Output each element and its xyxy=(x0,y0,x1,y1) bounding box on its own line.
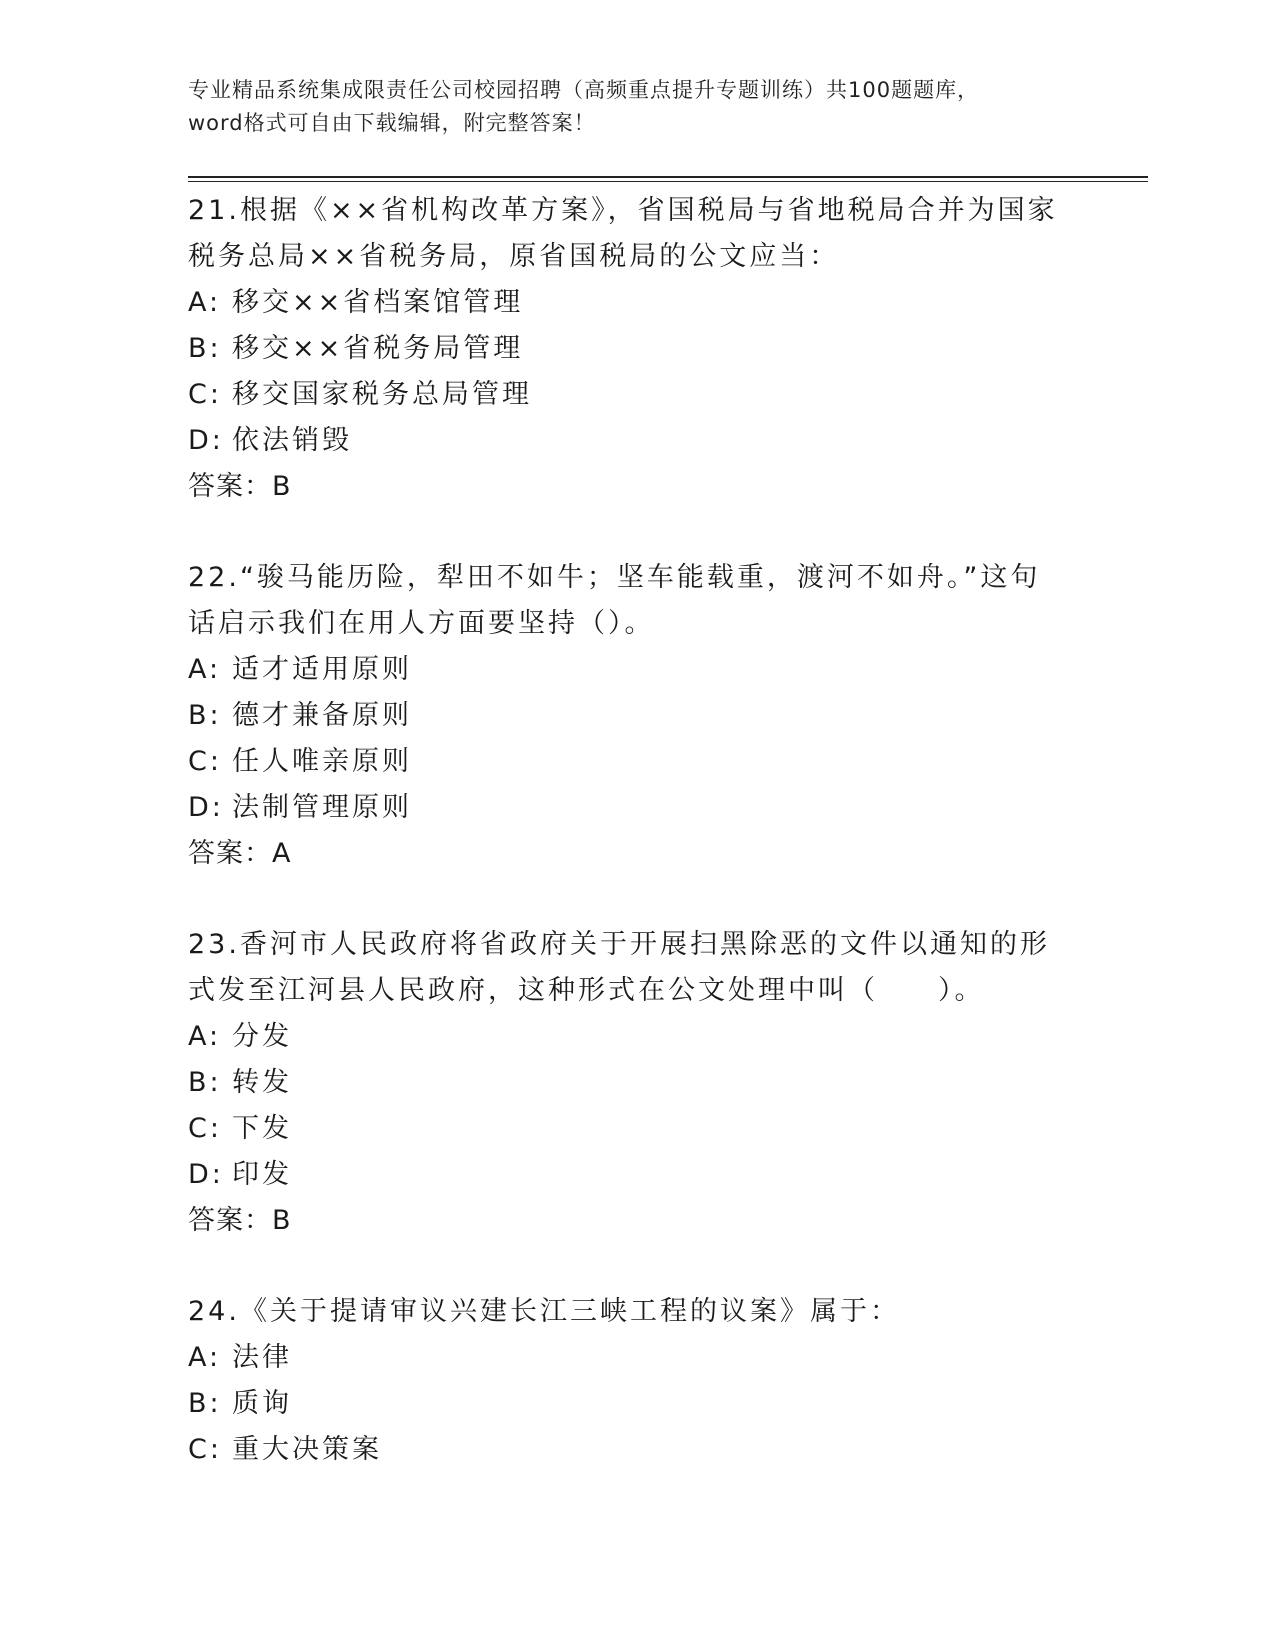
question-item xyxy=(188,1289,1068,1473)
option-letter: C: xyxy=(188,1434,222,1465)
option-a xyxy=(188,280,1068,326)
answer-line: 答案：B xyxy=(188,1205,292,1236)
question-stem: 24.《关于提请审议兴建长江三峡工程的议案》属于： xyxy=(188,1296,900,1327)
option-a xyxy=(188,647,1068,693)
option-letter: B: xyxy=(188,333,222,364)
option-b xyxy=(188,1060,1068,1106)
option-letter: B: xyxy=(188,700,222,731)
header-divider-thin xyxy=(188,181,1148,182)
option-b xyxy=(188,693,1068,739)
option-letter: A: xyxy=(188,1342,222,1373)
question-stem: 22.“骏马能历险，犁田不如牛；坚车能载重，渡河不如舟。”这句话启示我们在用人方面要坚持（）。 xyxy=(188,562,1041,639)
option-d xyxy=(188,1152,1068,1198)
option-text: 下发 xyxy=(232,1113,292,1144)
option-text: 移交国家税务总局管理 xyxy=(232,379,532,410)
option-c xyxy=(188,372,1068,418)
option-letter: C: xyxy=(188,379,222,410)
option-a xyxy=(188,1014,1068,1060)
document-header: 专业精品系统集成限责任公司校园招聘（高频重点提升专题训练）共100题题库，word格式可自由下载编辑，附完整答案！ xyxy=(188,78,980,135)
option-letter: C: xyxy=(188,1113,222,1144)
option-d xyxy=(188,785,1068,831)
option-text: 法律 xyxy=(232,1342,292,1373)
option-b xyxy=(188,1381,1068,1427)
question-stem: 23.香河市人民政府将省政府关于开展扫黑除恶的文件以通知的形式发至江河县人民政府，这种形式在公文处理中叫（ ）。 xyxy=(188,929,1050,1006)
option-c xyxy=(188,739,1068,785)
option-a xyxy=(188,1335,1068,1381)
option-text: 法制管理原则 xyxy=(232,792,412,823)
option-text: 适才适用原则 xyxy=(232,654,412,685)
option-c xyxy=(188,1427,1068,1473)
option-letter: C: xyxy=(188,746,222,777)
question-item xyxy=(188,922,1068,1244)
question-list xyxy=(188,188,1068,1518)
answer-line: 答案：A xyxy=(188,838,292,869)
option-c xyxy=(188,1106,1068,1152)
question-item xyxy=(188,555,1068,877)
option-text: 德才兼备原则 xyxy=(232,700,412,731)
question-stem: 21.根据《××省机构改革方案》，省国税局与省地税局合并为国家税务总局××省税务局，原省国税局的公文应当： xyxy=(188,195,1058,272)
option-text: 重大决策案 xyxy=(232,1434,382,1465)
option-letter: B: xyxy=(188,1388,222,1419)
option-letter: A: xyxy=(188,654,222,685)
option-text: 质询 xyxy=(232,1388,292,1419)
option-letter: D: xyxy=(188,1159,224,1190)
option-text: 印发 xyxy=(232,1159,292,1190)
answer-line: 答案：B xyxy=(188,471,292,502)
option-letter: B: xyxy=(188,1067,222,1098)
option-text: 移交××省档案馆管理 xyxy=(232,287,524,318)
option-text: 分发 xyxy=(232,1021,292,1052)
option-letter: A: xyxy=(188,1021,222,1052)
question-item xyxy=(188,188,1068,510)
header-divider xyxy=(188,176,1148,178)
option-text: 移交××省税务局管理 xyxy=(232,333,524,364)
option-letter: D: xyxy=(188,792,224,823)
option-text: 任人唯亲原则 xyxy=(232,746,412,777)
option-b xyxy=(188,326,1068,372)
option-d xyxy=(188,418,1068,464)
option-text: 转发 xyxy=(232,1067,292,1098)
option-letter: D: xyxy=(188,425,224,456)
option-letter: A: xyxy=(188,287,222,318)
option-text: 依法销毁 xyxy=(232,425,352,456)
